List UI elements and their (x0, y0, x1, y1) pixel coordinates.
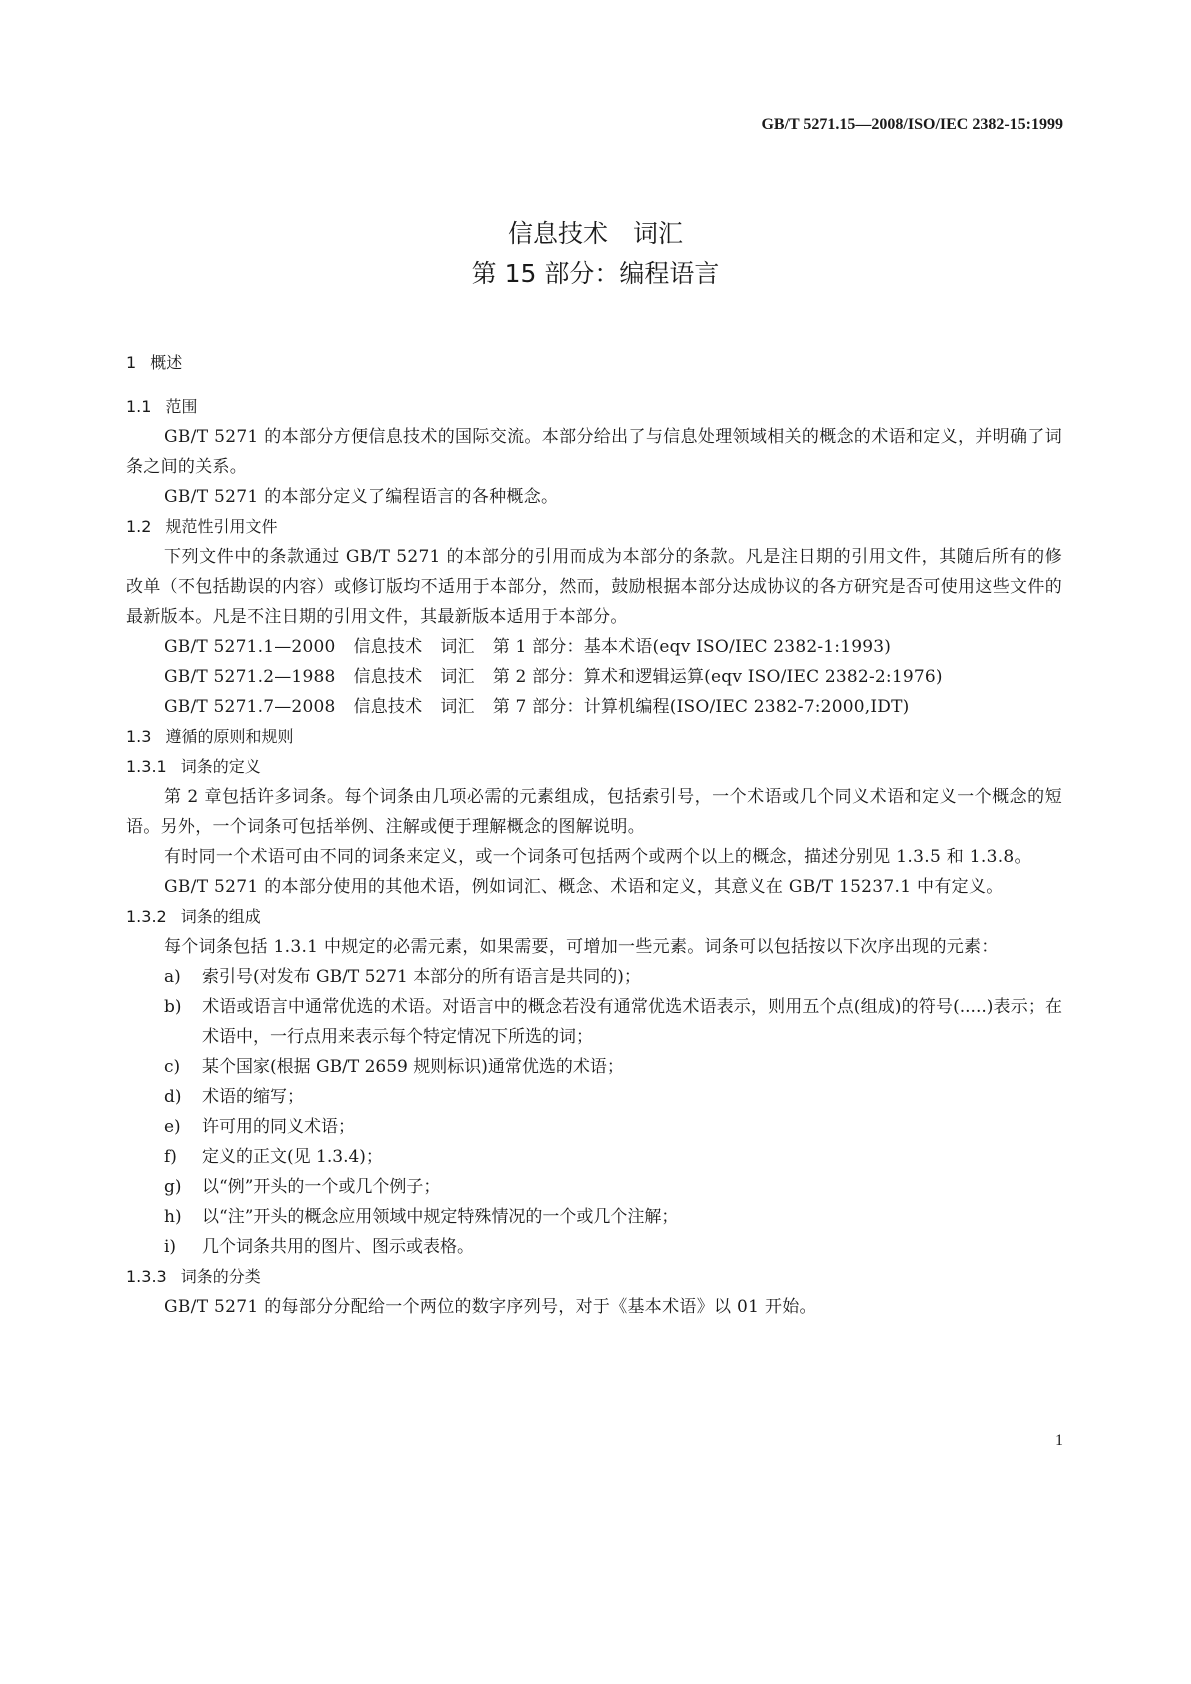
section-number: 1.3.1 (126, 757, 167, 776)
section-number: 1.3.2 (126, 907, 167, 926)
ref-title: 信息技术 (353, 667, 423, 687)
list-text: 许可用的同义术语； (202, 1117, 355, 1137)
list-marker: d) (164, 1087, 182, 1107)
list-marker: h) (164, 1207, 182, 1227)
paragraph: 每个词条包括 1.3.1 中规定的必需元素，如果需要，可增加一些元素。词条可以包括按以下次序出现的元素： (164, 937, 999, 957)
document-code-header: GB/T 5271.15—2008/ISO/IEC 2382-15:1999 (761, 116, 1063, 133)
list-marker: e) (164, 1117, 181, 1137)
list-text: 几个词条共用的图片、图示或表格。 (202, 1237, 474, 1257)
paragraph: GB/T 5271 的本部分使用的其他术语，例如词汇、概念、术语和定义，其意义在 GB/T 15237.1 中有定义。 (164, 877, 1004, 897)
ref-title: 信息技术 (353, 637, 423, 657)
ref-code: GB/T 5271.1—2000 (164, 637, 336, 657)
section-title: 词条的组成 (180, 907, 261, 926)
list-item (126, 1202, 1062, 1232)
list-item (126, 962, 1062, 992)
list-text: 以“例”开头的一个或几个例子； (202, 1177, 441, 1197)
ref-part: 第 7 部分：计算机编程(ISO/IEC 2382-7:2000,IDT) (492, 697, 910, 717)
section-number: 1 (126, 353, 137, 372)
ref-part: 第 2 部分：算术和逻辑运算(eqv ISO/IEC 2382-2:1976) (492, 667, 943, 687)
paragraph: 下列文件中的条款通过 GB/T 5271 的本部分的引用而成为本部分的条款。凡是注日期的引用文件，其随后所有的修改单（不包括勘误的内容）或修订版均不适用于本部分，然而，鼓励根据本部分达成协议的各方研究是否可使用这些文件的最新版本。凡是不注日期的引用文件，其最新版本适用于本部分。 (126, 547, 1062, 627)
paragraph: GB/T 5271 的本部分方便信息技术的国际交流。本部分给出了与信息处理领域相关的概念的术语和定义，并明确了词条之间的关系。 (126, 427, 1062, 477)
reference-item (126, 662, 1062, 692)
section-title: 词条的分类 (180, 1267, 261, 1286)
section-1-3-heading (126, 722, 1062, 752)
ref-title: 词汇 (440, 667, 475, 687)
ref-code: GB/T 5271.7—2008 (164, 697, 336, 717)
title-line-1: 信息技术 词汇 (507, 219, 683, 248)
list-item (126, 992, 1062, 1052)
list-text: 以“注”开头的概念应用领域中规定特殊情况的一个或几个注解； (202, 1207, 679, 1227)
list-item (126, 1142, 1062, 1172)
section-1-3-1-heading (126, 752, 1062, 782)
ref-title: 信息技术 (353, 697, 423, 717)
section-number: 1.1 (126, 397, 152, 416)
list-marker: i) (164, 1237, 177, 1257)
section-1-2-heading (126, 512, 1062, 542)
list-item (126, 1232, 1062, 1262)
reference-item (126, 632, 1062, 662)
list-item (126, 1112, 1062, 1142)
paragraph: 有时同一个术语可由不同的词条来定义，或一个词条可包括两个或两个以上的概念，描述分别见 1.3.5 和 1.3.8。 (164, 847, 1032, 867)
list-item (126, 1052, 1062, 1082)
page-number: 1 (1055, 1432, 1063, 1449)
list-text: 术语或语言中通常优选的术语。对语言中的概念若没有通常优选术语表示，则用五个点(组成)的符号(.....)表示；在术语中，一行点用来表示每个特定情况下所选的词； (202, 997, 1062, 1047)
ref-part: 第 1 部分：基本术语(eqv ISO/IEC 2382-1:1993) (492, 637, 892, 657)
section-title: 词条的定义 (180, 757, 261, 776)
section-number: 1.3 (126, 727, 152, 746)
section-1-heading (126, 348, 1062, 378)
title-line-2: 第 15 部分：编程语言 (471, 259, 720, 288)
section-number: 1.2 (126, 517, 152, 536)
section-title: 遵循的原则和规则 (165, 727, 294, 746)
list-marker: b) (164, 997, 182, 1017)
section-title: 概述 (150, 353, 183, 372)
section-1-3-2-heading (126, 902, 1062, 932)
section-1-3-3-heading (126, 1262, 1062, 1292)
paragraph: GB/T 5271 的本部分定义了编程语言的各种概念。 (164, 487, 559, 507)
list-text: 术语的缩写； (202, 1087, 304, 1107)
list-text: 定义的正文(见 1.3.4)； (202, 1147, 383, 1167)
list-text: 某个国家(根据 GB/T 2659 规则标识)通常优选的术语； (202, 1057, 624, 1077)
list-marker: g) (164, 1177, 182, 1197)
section-title: 规范性引用文件 (165, 517, 278, 536)
list-item (126, 1082, 1062, 1112)
section-1-1-heading (126, 392, 1062, 422)
list-text: 索引号(对发布 GB/T 5271 本部分的所有语言是共同的)； (202, 967, 641, 987)
list-marker: a) (164, 967, 181, 987)
paragraph: 第 2 章包括许多词条。每个词条由几项必需的元素组成，包括索引号，一个术语或几个同义术语和定义一个概念的短语。另外，一个词条可包括举例、注解或便于理解概念的图解说明。 (126, 787, 1062, 837)
ref-title: 词汇 (440, 637, 475, 657)
list-item (126, 1172, 1062, 1202)
document-title (0, 214, 1191, 294)
paragraph: GB/T 5271 的每部分分配给一个两位的数字序列号，对于《基本术语》以 01 开始。 (164, 1297, 817, 1317)
document-body (126, 348, 1062, 1322)
ref-title: 词汇 (440, 697, 475, 717)
section-title: 范围 (165, 397, 198, 416)
reference-item (126, 692, 1062, 722)
list-marker: c) (164, 1057, 181, 1077)
list-marker: f) (164, 1147, 177, 1167)
ref-code: GB/T 5271.2—1988 (164, 667, 336, 687)
section-number: 1.3.3 (126, 1267, 167, 1286)
